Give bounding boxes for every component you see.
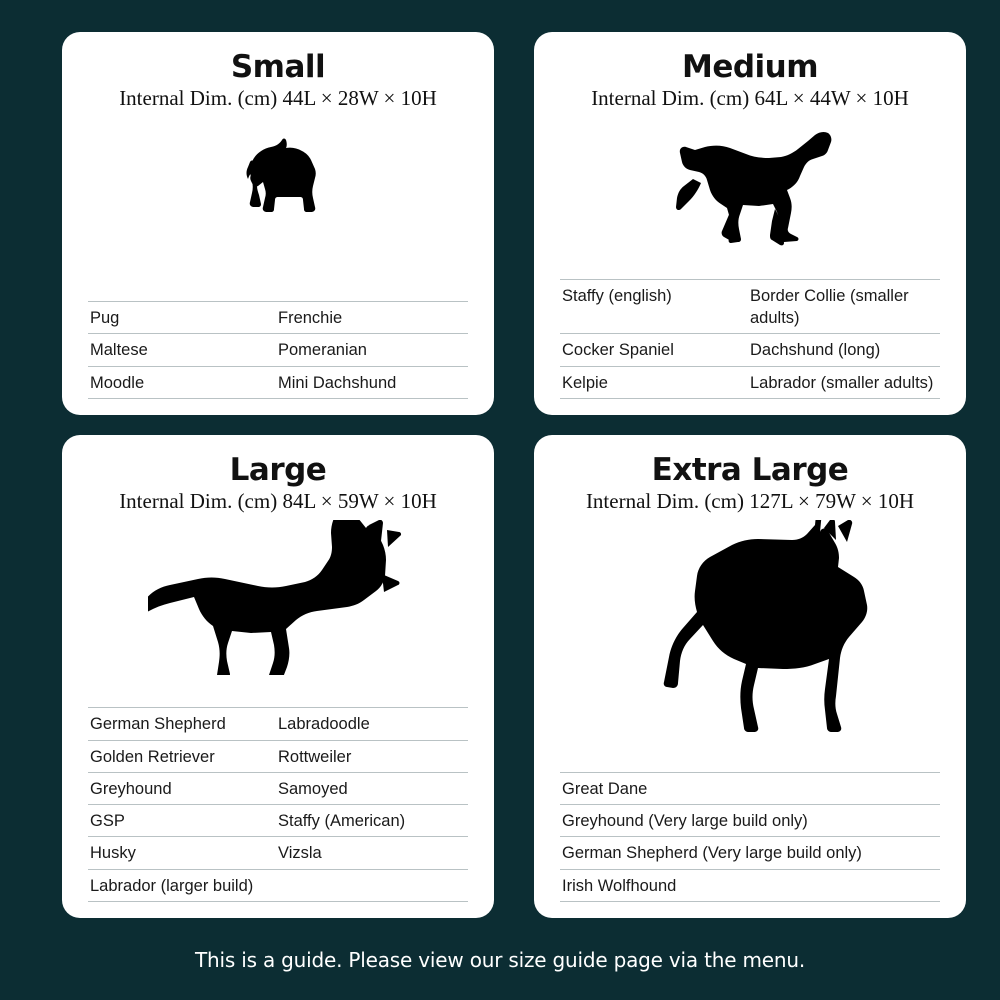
breed-name: Greyhound (Very large build only) xyxy=(562,812,808,831)
card-title-extra-large: Extra Large xyxy=(651,452,849,488)
table-row xyxy=(560,279,940,334)
table-row xyxy=(88,869,468,902)
breed-name: Vizsla xyxy=(278,844,322,863)
breed-name: Great Dane xyxy=(562,779,648,798)
table-row xyxy=(560,333,940,365)
breed-name: Labradoodle xyxy=(278,715,370,734)
table-row xyxy=(88,301,468,333)
card-dimensions-small: Internal Dim. (cm) 44L × 28W × 10H xyxy=(119,86,437,111)
breed-name: Cocker Spaniel xyxy=(562,341,674,360)
breed-name: Border Collie (smaller adults) xyxy=(750,286,909,328)
table-row xyxy=(88,707,468,739)
breed-name: Golden Retriever xyxy=(90,747,215,766)
card-title-large: Large xyxy=(229,452,327,488)
table-row xyxy=(560,772,940,804)
breed-name: German Shepherd xyxy=(90,715,226,734)
table-row xyxy=(88,333,468,365)
table-row xyxy=(88,740,468,772)
size-cards-grid xyxy=(62,32,938,918)
breed-name: German Shepherd (Very large build only) xyxy=(562,844,862,863)
breed-list-small xyxy=(88,301,468,401)
breed-name: Greyhound xyxy=(90,779,172,798)
great-dane-silhouette xyxy=(560,520,940,735)
size-card-large xyxy=(62,435,494,918)
size-card-extra-large xyxy=(534,435,966,918)
breed-name: Labrador (smaller adults) xyxy=(750,373,934,392)
table-row xyxy=(88,804,468,836)
table-row xyxy=(88,772,468,804)
breed-name: Samoyed xyxy=(278,779,348,798)
breed-name: Pug xyxy=(90,309,120,328)
card-dimensions-extra-large: Internal Dim. (cm) 127L × 79W × 10H xyxy=(585,489,915,514)
table-row xyxy=(560,869,940,902)
card-dimensions-medium: Internal Dim. (cm) 64L × 44W × 10H xyxy=(591,86,909,111)
breed-name: Maltese xyxy=(90,341,148,360)
breed-name: Mini Dachshund xyxy=(278,373,397,392)
table-row xyxy=(88,366,468,399)
breed-name: Kelpie xyxy=(562,373,608,392)
table-row xyxy=(560,804,940,836)
size-card-small xyxy=(62,32,494,415)
breed-name: GSP xyxy=(90,812,125,831)
breed-name: Staffy (english) xyxy=(562,286,672,305)
breed-name: Labrador (larger build) xyxy=(90,876,254,895)
breed-name: Dachshund (long) xyxy=(750,341,881,360)
table-row xyxy=(560,366,940,399)
card-title-small: Small xyxy=(230,49,326,85)
breed-name: Frenchie xyxy=(278,309,343,328)
pug-silhouette xyxy=(88,121,468,239)
guide-footer-note: This is a guide. Please view our size guide page via the menu. xyxy=(195,948,805,972)
table-row xyxy=(88,836,468,868)
breed-list-large xyxy=(88,707,468,904)
table-row xyxy=(560,836,940,868)
breed-name: Irish Wolfhound xyxy=(562,876,677,895)
breed-name: Moodle xyxy=(90,373,145,392)
breed-name xyxy=(278,875,468,897)
breed-name: Staffy (American) xyxy=(278,812,406,831)
german-shepherd-silhouette xyxy=(88,520,468,675)
breed-name: Pomeranian xyxy=(278,341,367,360)
spaniel-silhouette xyxy=(560,117,940,252)
breed-list-extra-large xyxy=(560,772,940,904)
card-title-medium: Medium xyxy=(681,49,819,85)
size-card-medium xyxy=(534,32,966,415)
card-dimensions-large: Internal Dim. (cm) 84L × 59W × 10H xyxy=(119,489,437,514)
breed-list-medium xyxy=(560,279,940,401)
breed-name: Husky xyxy=(90,844,136,863)
breed-name: Rottweiler xyxy=(278,747,352,766)
